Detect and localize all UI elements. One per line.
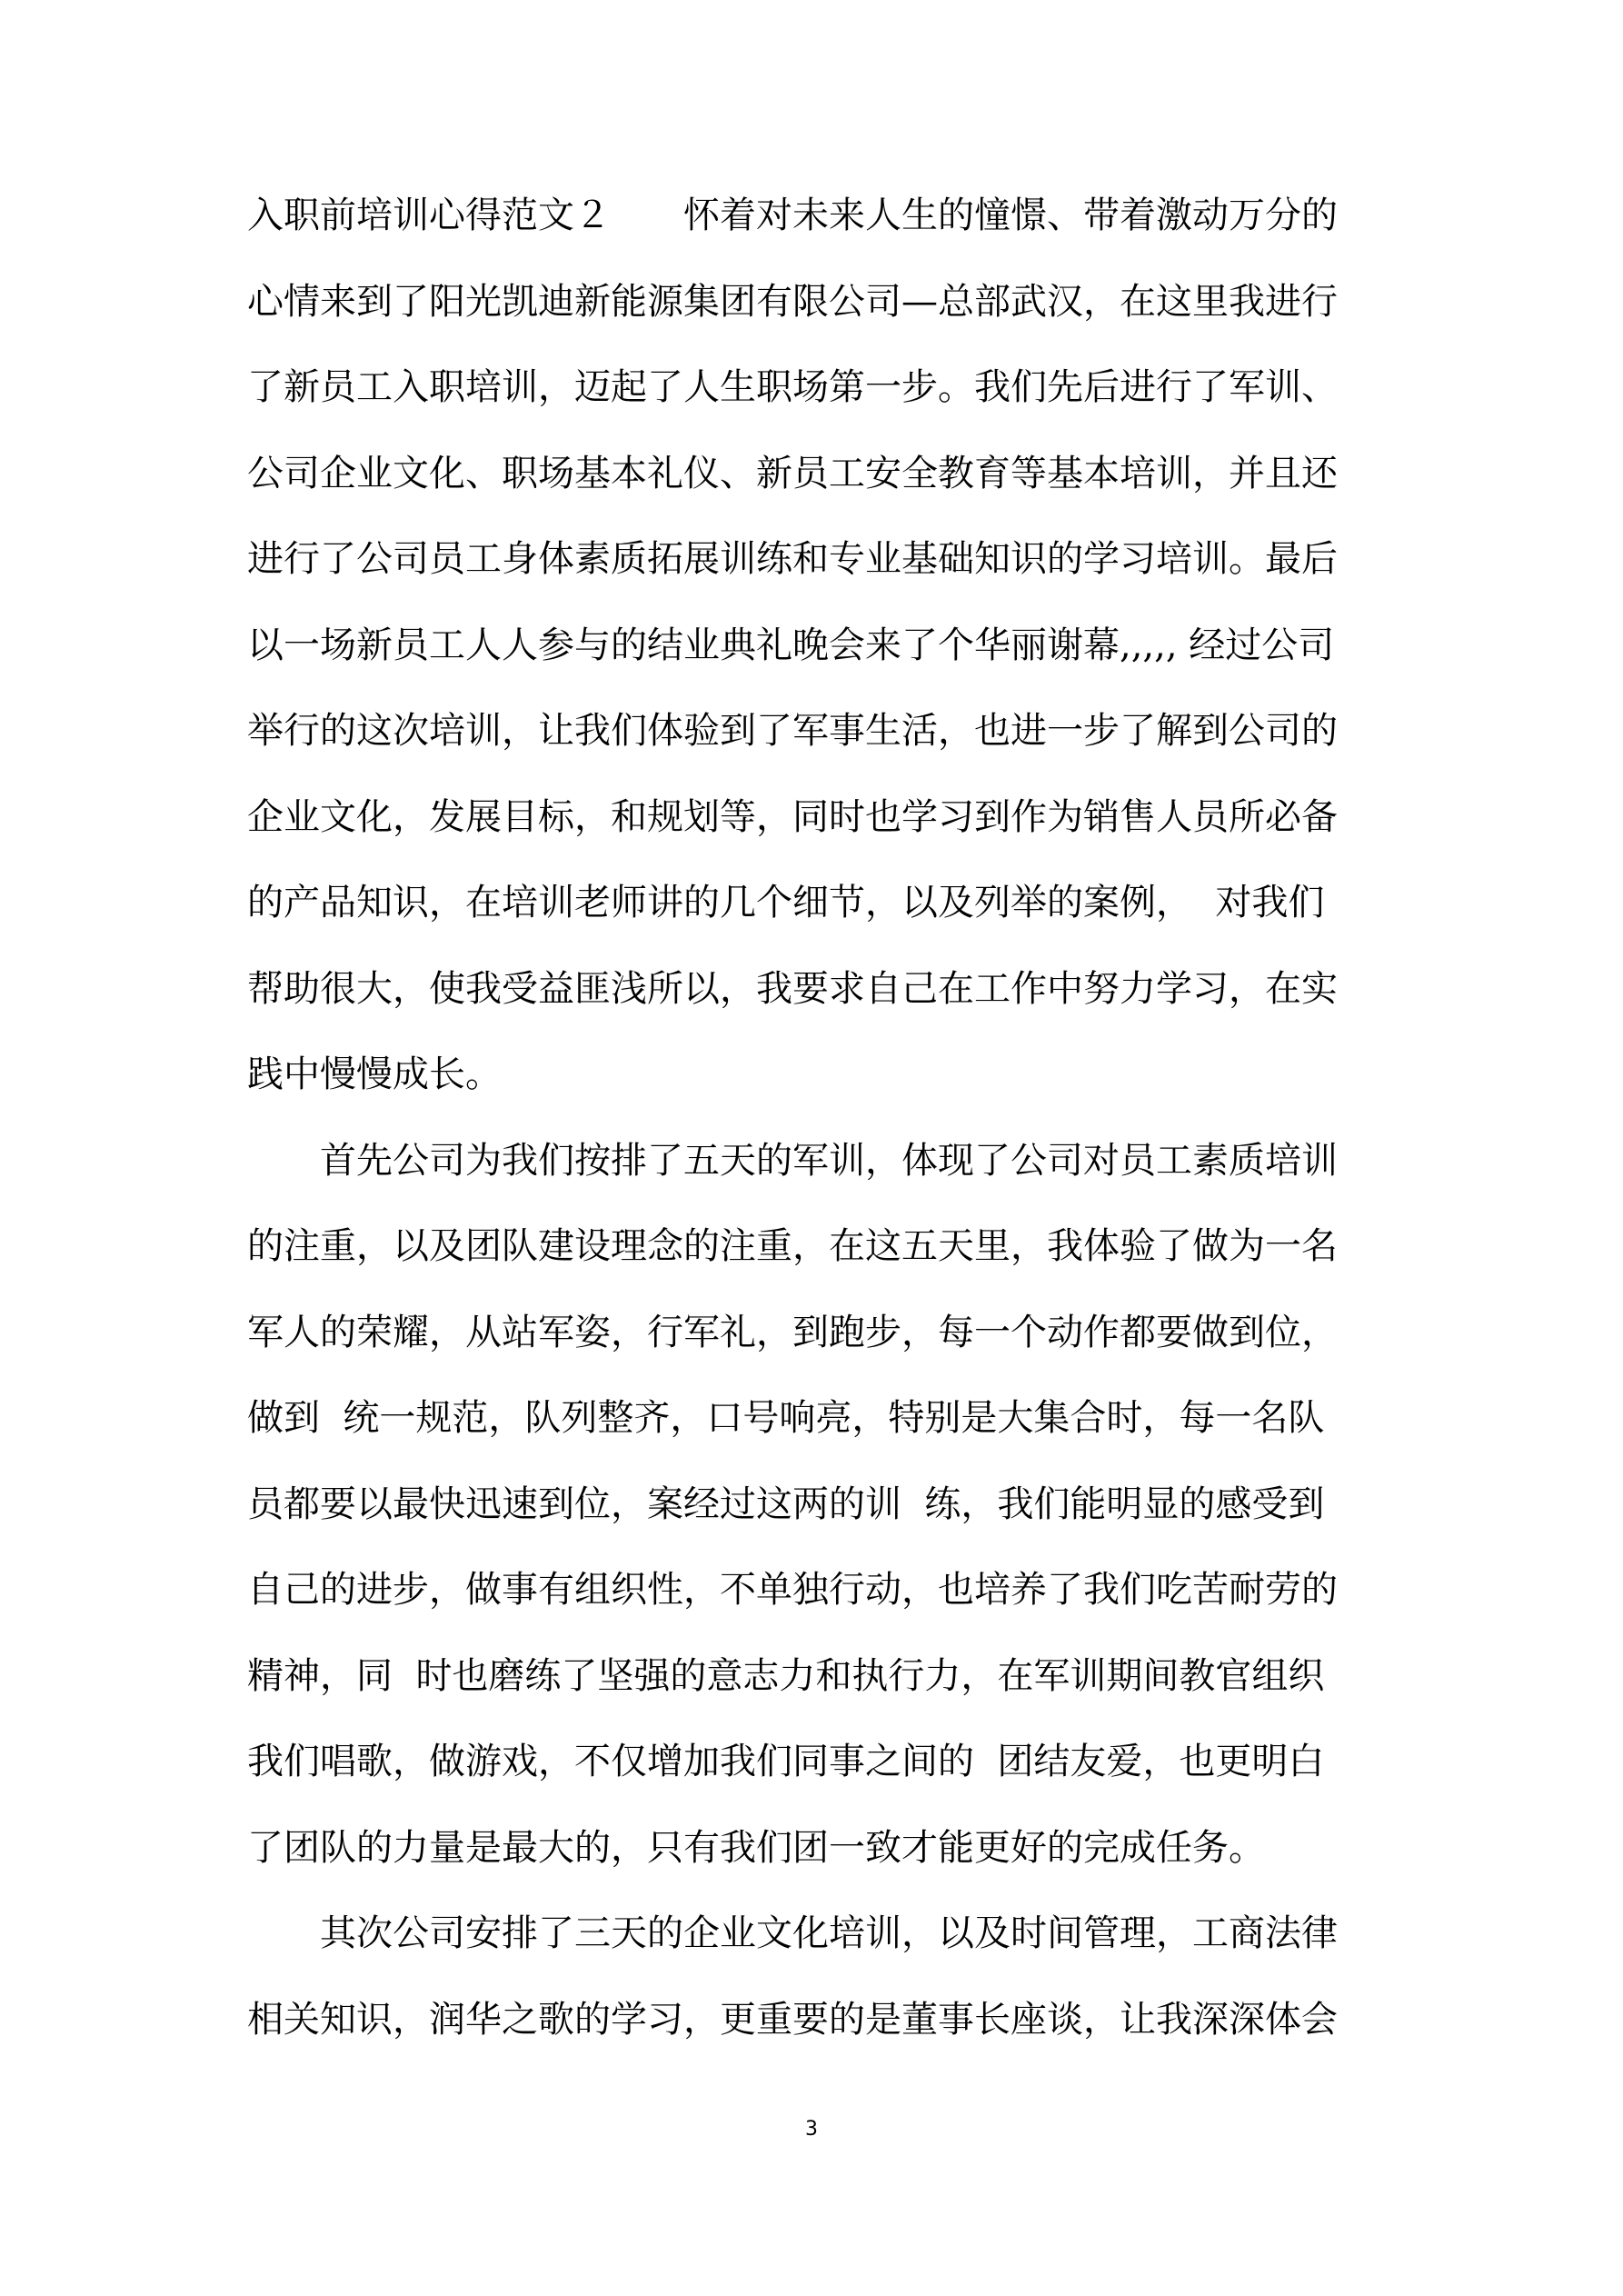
text-line: 精神，同 时也磨练了坚强的意志力和执行力，在军训期间教官组织 <box>247 1654 1325 1697</box>
text-line: 其次公司安排了三天的企业文化培训，以及时间管理，工商法律 <box>247 1912 1338 1954</box>
text-line: 员都要以最快迅速到位，案经过这两的训 练，我们能明显的感受到 <box>247 1482 1325 1525</box>
text-line: 自己的进步，做事有组织性，不单独行动，也培养了我们吃苦耐劳的 <box>247 1569 1338 1611</box>
text-line: 以一场新员工人人参与的结业典礼晚会来了个华丽谢幕,,,,, 经过公司 <box>247 624 1335 666</box>
text-line: 首先公司为我们按排了五天的军训，体现了公司对员工素质培训 <box>247 1139 1338 1182</box>
text-line: 举行的这次培训，让我们体验到了军事生活，也进一步了解到公司的 <box>247 710 1338 752</box>
text-line: 相关知识，润华之歌的学习，更重要的是董事长座谈，让我深深体会 <box>247 1998 1338 2041</box>
text-line: 的产品知识，在培训老师讲的几个细节，以及列举的案例， 对我们 <box>247 882 1325 923</box>
text-line: 入职前培训心得范文２ 怀着对未来人生的憧憬、带着激动万分的 <box>247 195 1338 236</box>
text-line: 我们唱歌，做游戏，不仅增加我们同事之间的 团结友爱，也更明白 <box>247 1741 1325 1782</box>
text-line: 了新员工入职培训，迈起了人生职场第一步。我们先后进行了军训、 <box>247 366 1338 408</box>
text-line: 的注重，以及团队建设理念的注重，在这五天里，我体验了做为一名 <box>247 1225 1338 1267</box>
text-line: 帮助很大，使我受益匪浅所以，我要求自己在工作中努力学习，在实 <box>247 967 1338 1010</box>
page-number: 3 <box>805 2118 818 2141</box>
text-line: 了团队的力量是最大的，只有我们团一致才能更好的完成任务。 <box>247 1826 1265 1869</box>
text-line: 践中慢慢成长。 <box>247 1053 502 1095</box>
text-line: 军人的荣耀，从站军姿，行军礼，到跑步，每一个动作都要做到位， <box>247 1311 1338 1353</box>
text-line: 公司企业文化、职场基本礼仪、新员工安全教育等基本培训，并且还 <box>247 452 1338 494</box>
text-line: 心情来到了阳光凯迪新能源集团有限公司—总部武汉，在这里我进行 <box>247 280 1338 323</box>
document-body <box>247 173 1419 2062</box>
text-line: 进行了公司员工身体素质拓展训练和专业基础知识的学习培训。最后 <box>247 538 1338 580</box>
text-line: 企业文化，发展目标，和规划等，同时也学习到作为销售人员所必备 <box>247 795 1338 838</box>
text-line: 做到 统一规范，队列整齐，口号响亮，特别是大集合时，每一名队 <box>247 1397 1325 1439</box>
